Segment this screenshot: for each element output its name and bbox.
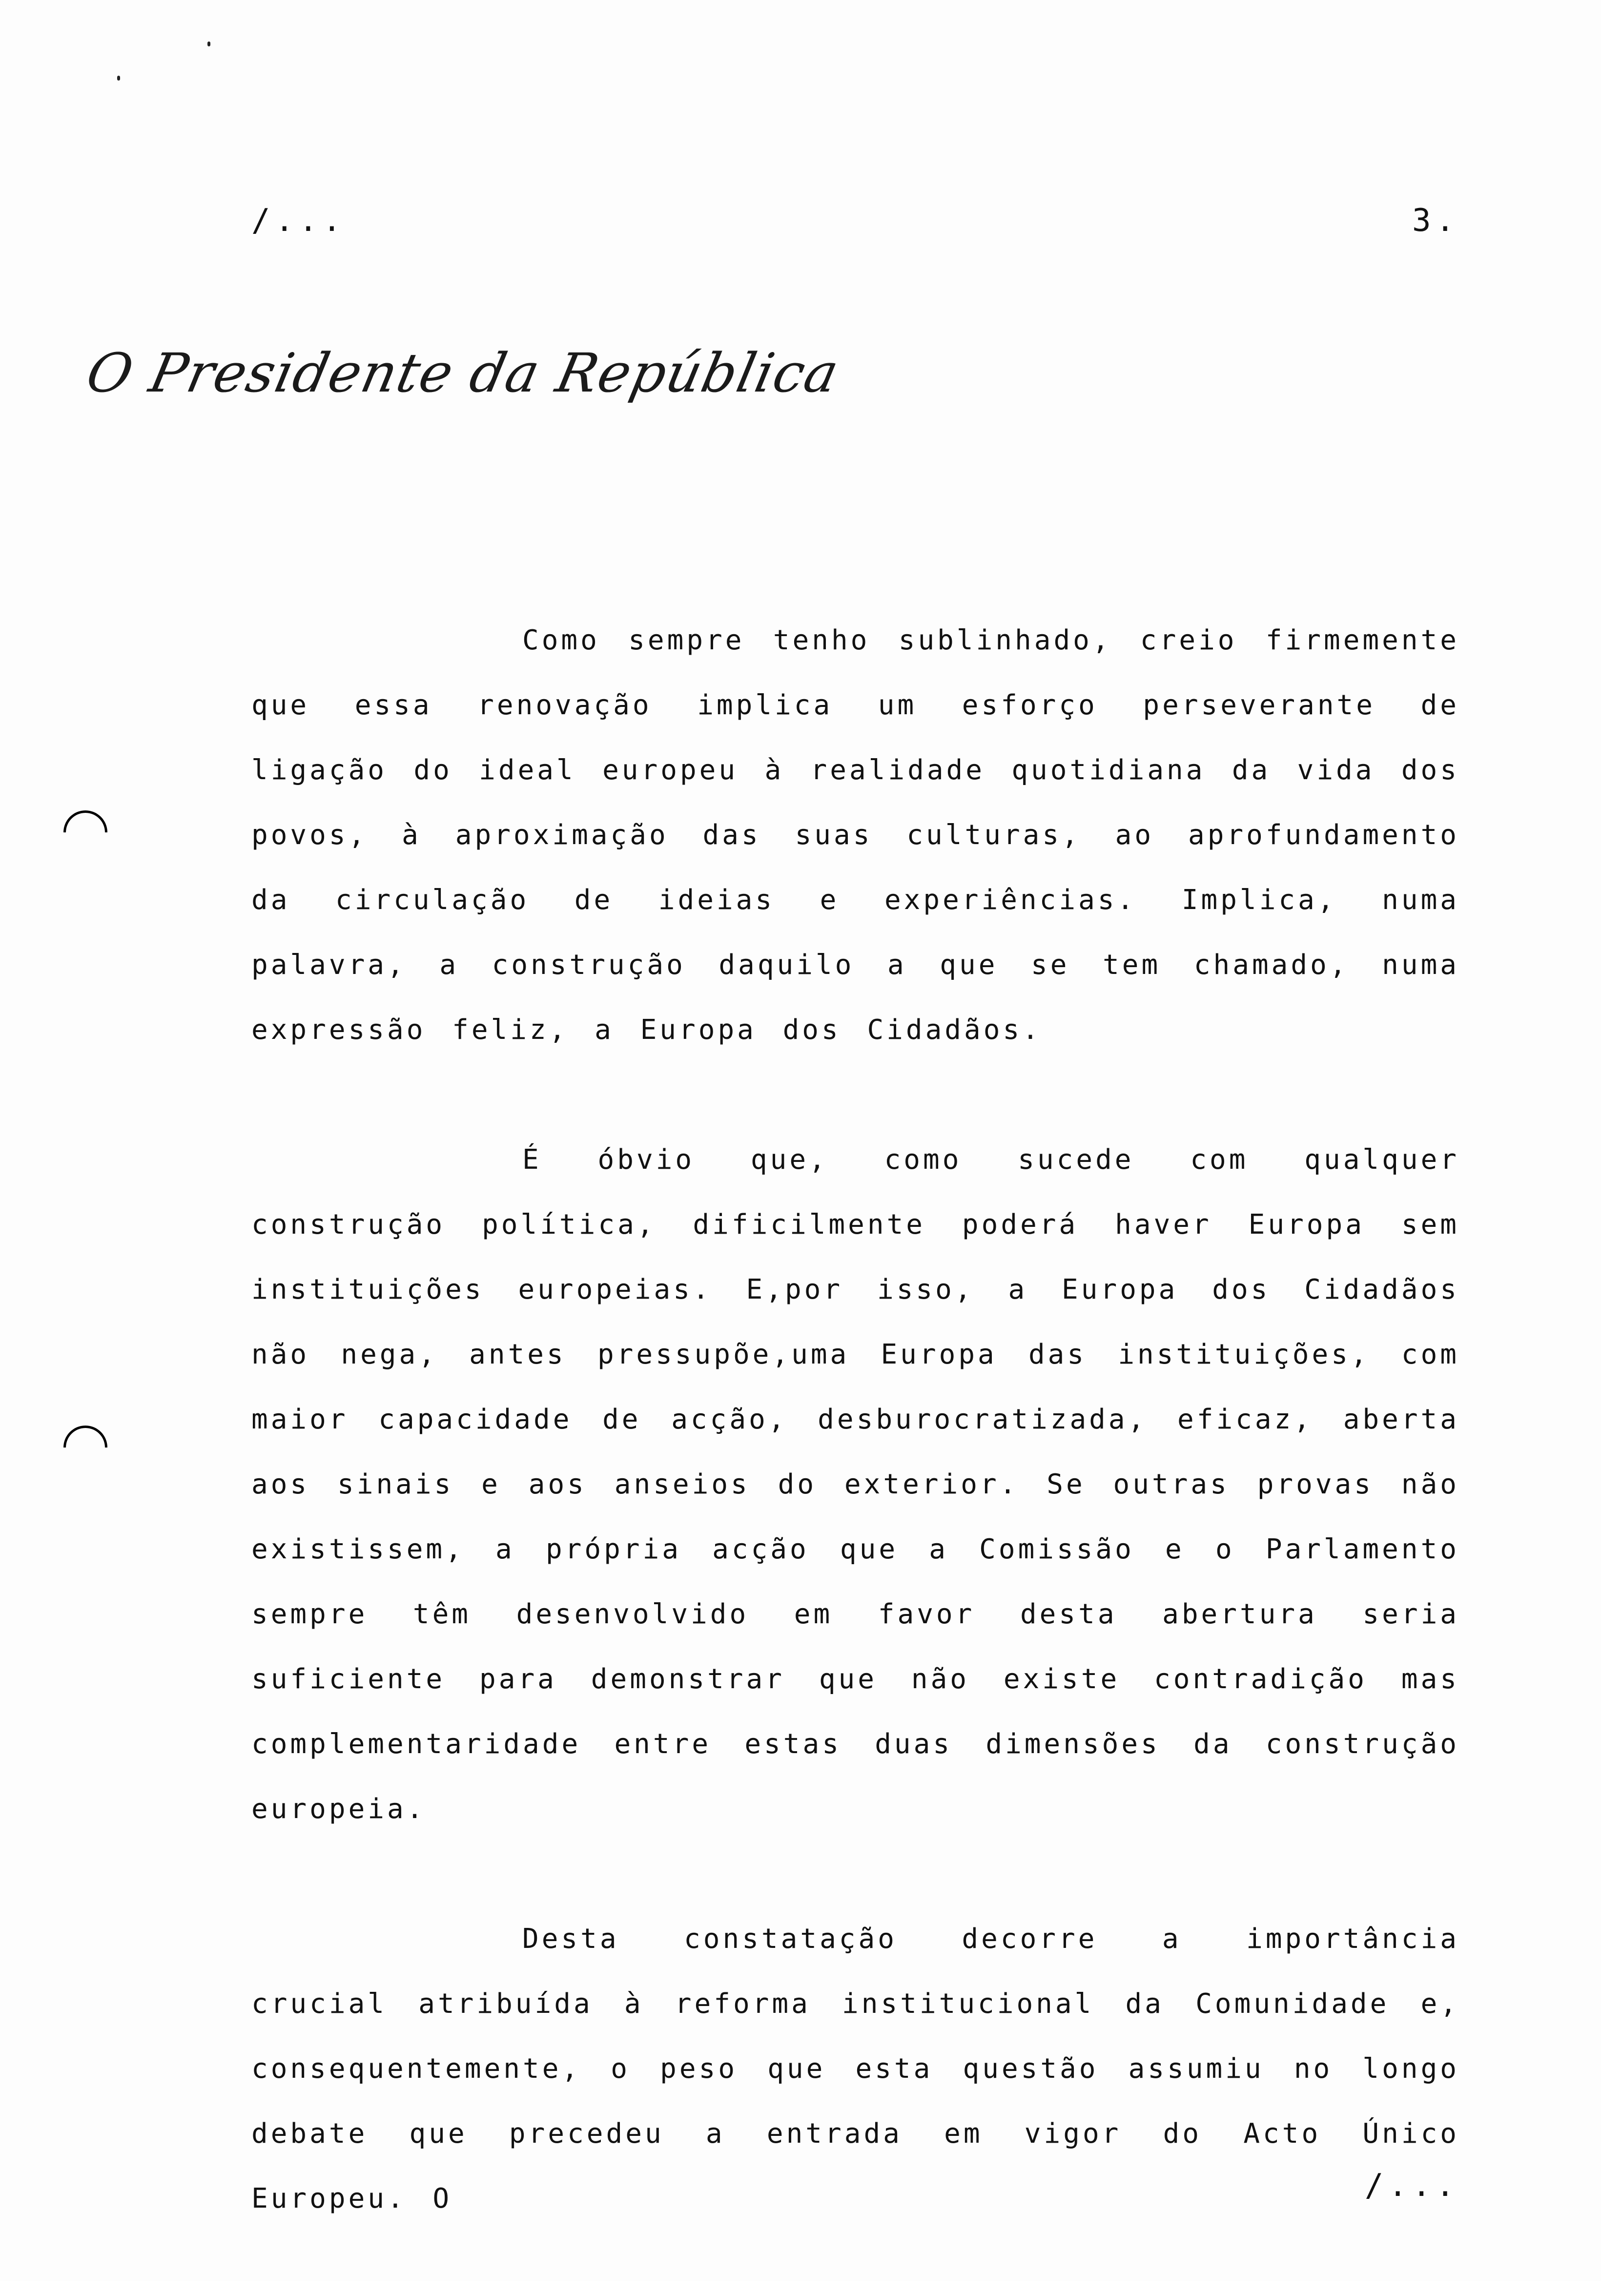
paragraph-2 — [251, 1127, 1459, 1841]
footer-continuation-marker: /... — [1364, 2168, 1459, 2204]
page-number: 3. — [1412, 203, 1459, 239]
paragraph-2-text: É óbvio que, como sucede com qualquer construção política, dificilmente poderá haver Europa sem instituições europeias. E,por isso, a Europa dos Cidadãos não nega, antes pressupõe,uma Europa das instituições, com maior capacidade de acção, desburocratizada, eficaz, aberta aos sinais e aos anseios do exterior. Se outras provas não existissem, a própria acção que a Comissão e o Parlamento sempre têm desenvolvido em favor desta abertura seria suficiente para demonstrar que não existe contradição mas complementaridade entre estas duas dimensões da construção europeia. — [251, 1144, 1459, 1825]
scan-speck — [207, 41, 210, 46]
paragraph-1-text: Como sempre tenho sublinhado, creio firmemente que essa renovação implica um esforço perseverante de ligação do ideal europeu à realidade quotidiana da vida dos povos, à aproximação das suas culturas, ao aprofundamento da circulação de ideias e experiências. Implica, numa palavra, a construção daquilo a que se tem chamado, numa expressão feliz, a Europa dos Cidadãos. — [251, 624, 1459, 1046]
scan-speck — [117, 76, 120, 81]
letterhead: O Presidente da República — [81, 342, 845, 404]
punch-hole-mark — [63, 1426, 107, 1469]
letter-body — [251, 608, 1459, 2296]
header-continuation-marker: /... — [251, 203, 347, 239]
punch-hole-mark — [63, 810, 107, 854]
paragraph-3-text: Desta constatação decorre a importância crucial atribuída à reforma institucional da Comunidade e, consequentemente, o peso que esta questão assumiu no longo debate que precedeu a entrada em vigor do Acto Único Europeu. O — [251, 1923, 1459, 2214]
paragraph-3 — [251, 1906, 1459, 2231]
paragraph-1 — [251, 608, 1459, 1062]
